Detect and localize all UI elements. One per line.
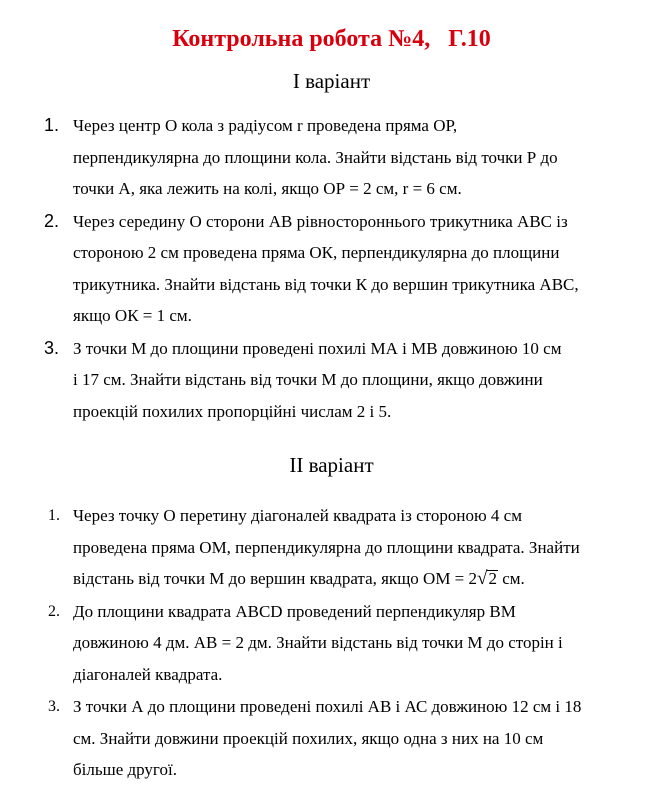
task-text-line: Через центр О кола з радіусом r проведена пряма ОР,: [73, 116, 458, 135]
task-text-line: стороною 2 см проведена пряма ОК, перпендикулярна до площини: [73, 243, 560, 262]
task-text-line: більше другої.: [73, 760, 177, 779]
task-item: [0, 500, 663, 595]
task-number: 3.: [48, 698, 60, 715]
task-text-line: діагоналей квадрата.: [73, 664, 223, 684]
task-item: [0, 206, 663, 332]
task-item: [0, 333, 663, 428]
variant-1-tasks: [0, 110, 663, 428]
task-text-line-with-root: [73, 563, 655, 595]
task-text-line: см. Знайти довжини проекцій похилих, якщо одна з них на 10 см: [73, 728, 544, 748]
task-text-line: проведена пряма ОМ, перпендикулярна до площини квадрата. Знайти: [73, 537, 580, 557]
task-number: 2.: [48, 602, 60, 620]
task-number: 3.: [44, 337, 60, 358]
radical-sign-icon: √: [477, 568, 488, 589]
variant-2-heading: ІІ варіант: [289, 453, 374, 477]
task-text-line: точки А, яка лежить на колі, якщо ОР = 2 см, r = 6 см.: [73, 179, 462, 198]
task-text-line: З точки А до площини проведені похилі АВ і АС довжиною 12 см і 18: [73, 697, 582, 716]
variant-1-heading: І варіант: [292, 69, 371, 93]
task-text-line: З точки М до площини проведені похилі МА і МВ довжиною 10 см: [73, 338, 562, 358]
task-text-line: і 17 см. Знайти відстань від точки М до площини, якщо довжини: [73, 370, 543, 389]
task-text-line: перпендикулярна до площини кола. Знайти відстань від точки Р до: [73, 147, 558, 167]
task-text-line: проекцій похилих пропорційні числам 2 і 5.: [73, 401, 392, 421]
task-text-line: трикутника. Знайти відстань від точки К до вершин трикутника АВС,: [73, 274, 579, 294]
task-text-line: Через середину О сторони АВ рівностороннього трикутника АВС із: [73, 211, 568, 231]
task-text-segment: відстань від точки М до вершин квадрата, якщо ОМ = 2: [73, 569, 478, 588]
square-root-expression: [477, 563, 498, 595]
task-number: 2.: [44, 210, 60, 231]
variant-2-tasks: [0, 500, 663, 787]
task-item: [0, 110, 663, 205]
task-text-segment: см.: [497, 569, 525, 588]
task-number: 1.: [48, 507, 60, 524]
page-title: Контрольна робота №4, Г.10: [172, 26, 491, 52]
task-text-line: довжиною 4 дм. АВ = 2 дм. Знайти відстань від точки М до сторін і: [73, 633, 563, 652]
task-text-line: Через точку О перетину діагоналей квадрата із стороною 4 см: [73, 506, 522, 525]
radicand: 2: [488, 569, 497, 588]
task-number: 1.: [44, 115, 60, 135]
task-item: [0, 691, 663, 786]
task-item: [0, 596, 663, 691]
task-text-line: якщо ОК = 1 см.: [73, 306, 192, 325]
task-text-line: До площини квадрата ABCD проведений перпендикуляр ВМ: [73, 601, 516, 621]
